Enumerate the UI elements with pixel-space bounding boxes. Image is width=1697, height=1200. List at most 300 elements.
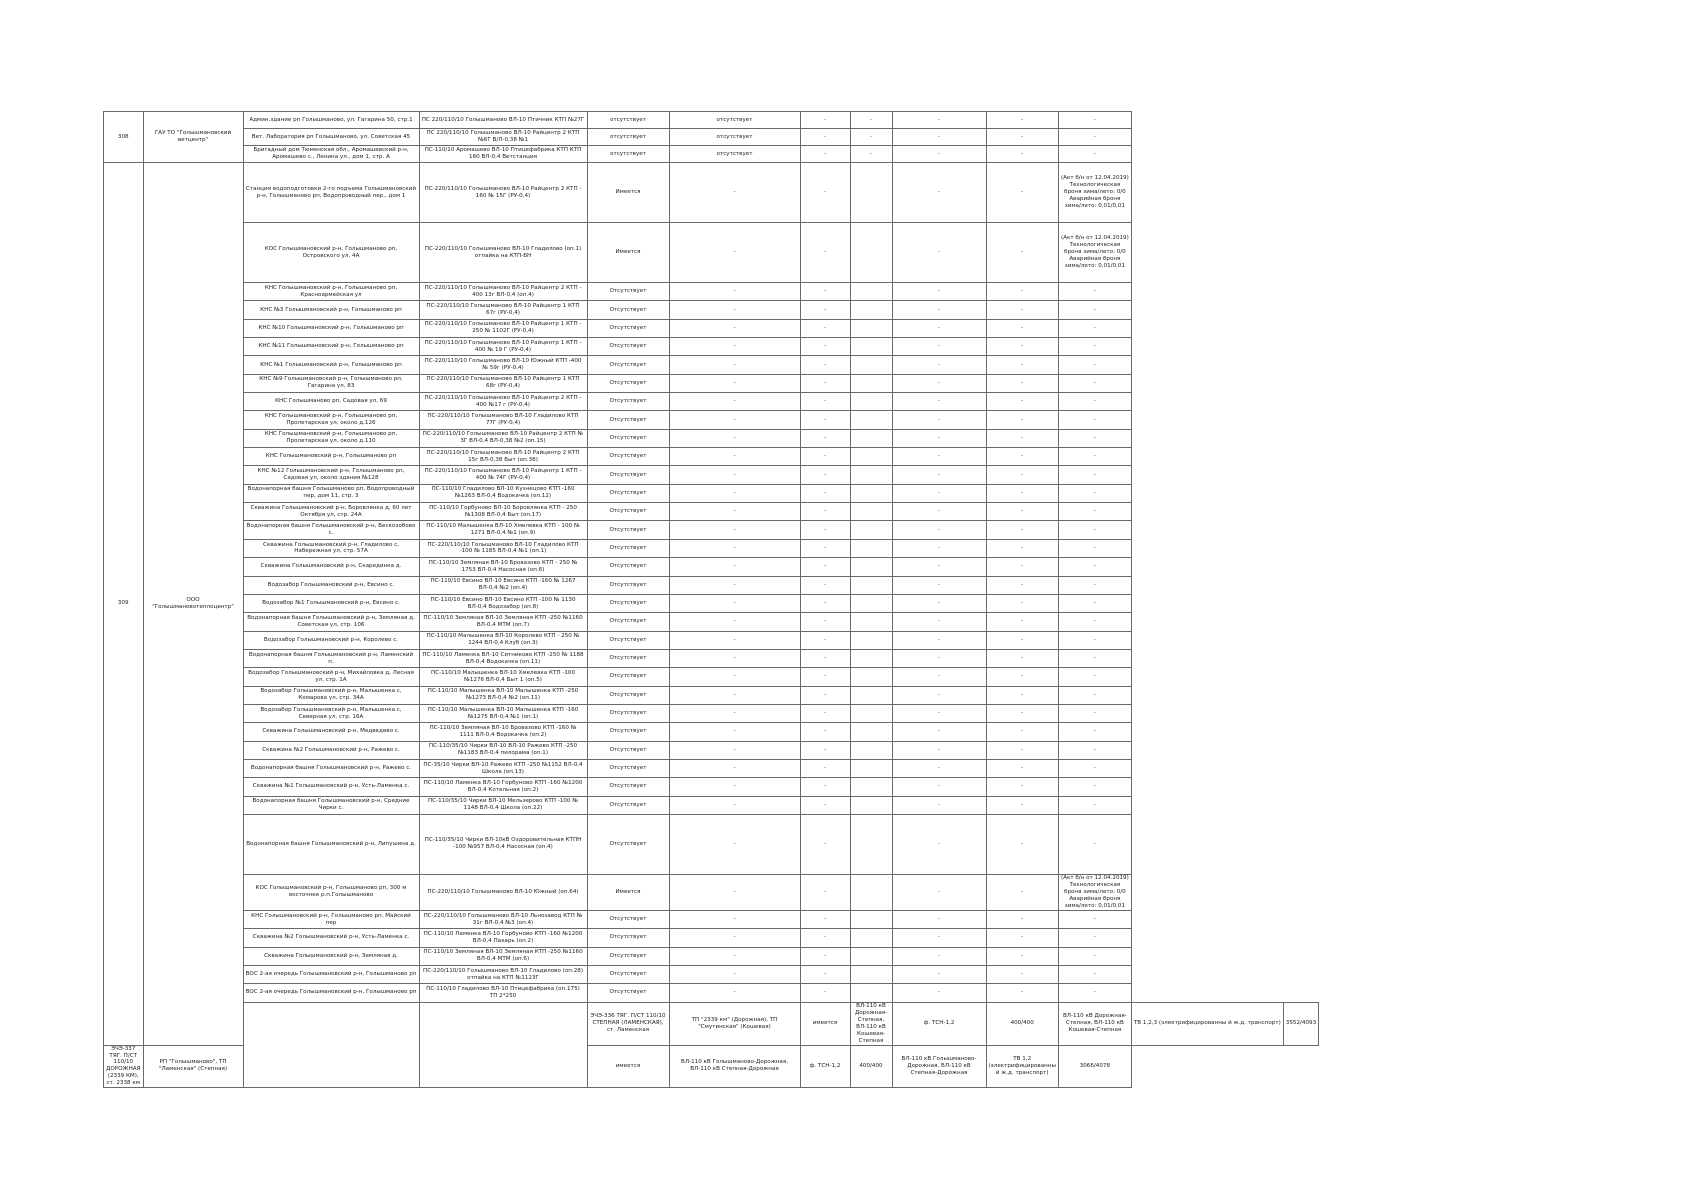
capacity — [850, 301, 892, 319]
backup-lines: - — [892, 301, 986, 319]
reserve-lines: - — [669, 521, 800, 539]
power-source: ПС-110/10 Малышенка ВЛ-10 Малышенка КТП -160 №1275 ВЛ-0,4 №1 (оп.1) — [419, 704, 587, 722]
availability: Отсутствует — [587, 558, 669, 576]
backup-lines: - — [892, 947, 986, 965]
power-source: ТП "2339 км" (Дорожная), ТП "Смутинская" (Кошевая) — [669, 1002, 800, 1045]
load-value: - — [1058, 929, 1131, 947]
reserve-lines: - — [669, 631, 800, 649]
capacity — [850, 704, 892, 722]
availability: имеется — [800, 1002, 850, 1045]
row-number — [243, 1002, 419, 1088]
reserve-lines: - — [669, 301, 800, 319]
feeder: - — [800, 778, 850, 796]
consumer-category: - — [986, 910, 1058, 928]
load-value: - — [1058, 503, 1131, 521]
consumer-category: - — [986, 984, 1058, 1002]
capacity — [850, 484, 892, 502]
feeder: - — [800, 356, 850, 374]
table-row — [104, 223, 1319, 283]
object-address: Водозабор Голышмановский р-н, Михайловка д, Лесная ул, стр. 1А — [243, 668, 419, 686]
backup-lines: - — [892, 965, 986, 983]
capacity — [850, 686, 892, 704]
consumer-category: - — [986, 631, 1058, 649]
power-source: ПС-110/10 Ламенка ВЛ-10 Горбуново КТП -160 №1200 ВЛ-0,4 Котельная (оп.2) — [419, 778, 587, 796]
availability: Отсутствует — [587, 649, 669, 667]
availability: Отсутствует — [587, 814, 669, 874]
power-source: ПС-110/10 Малышенка ВЛ-10 Королево КТП - 250 № 1244 ВЛ-0,4 Клуб (оп.3) — [419, 631, 587, 649]
capacity — [850, 374, 892, 392]
table-row — [104, 649, 1319, 667]
object-address: Водозабор Голышмановский р-н, Малышенка с, Комарова ул, стр. 34А — [243, 686, 419, 704]
backup-lines: - — [892, 393, 986, 411]
load-value: 3552/4093 — [1283, 1002, 1318, 1045]
feeder: - — [800, 521, 850, 539]
object-address: Скважина Голышмановский р-н, Медведево с. — [243, 723, 419, 741]
table-row — [104, 796, 1319, 814]
table-row — [104, 393, 1319, 411]
load-value: - — [1058, 686, 1131, 704]
backup-lines: - — [892, 129, 986, 146]
load-value: - — [1058, 631, 1131, 649]
consumer-category: - — [986, 466, 1058, 484]
feeder: - — [800, 301, 850, 319]
table-row — [104, 319, 1319, 337]
availability: имеется — [587, 1045, 669, 1088]
capacity — [850, 984, 892, 1002]
object-address: КНС Голышмановский р-н, Голышманово рп, Пролетарская ул, около д.110 — [243, 429, 419, 447]
capacity — [850, 668, 892, 686]
power-source: ПС-110/10 Ламенка ВЛ-10 Ситниково КТП -250 № 1188 ВЛ-0,4 Водокачка (оп.11) — [419, 649, 587, 667]
consumer-category: - — [986, 759, 1058, 777]
load-value: - — [1058, 558, 1131, 576]
object-address: Водонапорная башня Голышмановский р-н, Бескозобово с. — [243, 521, 419, 539]
table-row — [104, 723, 1319, 741]
reserve-lines: отсутствует — [669, 129, 800, 146]
reserve-lines: ВЛ-110 кВ Дорожная-Степная, ВЛ-110 кВ Кошевая-Степная — [850, 1002, 892, 1045]
power-source: ПС-220/110/10 Голышманово ВЛ-10 Райцентр 1 КТП - 400 № 19 Г (РУ-0,4) — [419, 338, 587, 356]
reserve-lines: - — [669, 539, 800, 557]
availability: Отсутствует — [587, 301, 669, 319]
table-row — [104, 374, 1319, 392]
backup-lines: - — [892, 613, 986, 631]
backup-lines: - — [892, 338, 986, 356]
capacity — [850, 594, 892, 612]
reserve-lines: - — [669, 668, 800, 686]
reserve-lines: - — [669, 814, 800, 874]
load-value: - — [1058, 965, 1131, 983]
feeder: - — [800, 965, 850, 983]
power-source: ПС-35/10 Чирки ВЛ-10 Ражево КТП -250 №1152 ВЛ-0,4 Школа (оп.13) — [419, 759, 587, 777]
availability: Имеется — [587, 223, 669, 283]
power-source: ПС-220/110/10 Голышманово ВЛ-10 Южный (оп.64) — [419, 874, 587, 910]
power-source: ПС-110/10 Евсино ВЛ-10 Евсино КТП -100 № 1130 ВЛ-0,4 Водозабор (оп.8) — [419, 594, 587, 612]
backup-lines: - — [892, 814, 986, 874]
power-source: ПС-110/10 Земляная ВЛ-10 Земляная КТП -250 №1160 ВЛ-0,4 МТМ (оп.6) — [419, 947, 587, 965]
capacity — [850, 741, 892, 759]
capacity: 400/400 — [850, 1045, 892, 1088]
feeder: - — [800, 163, 850, 223]
capacity — [850, 558, 892, 576]
reserve-lines: - — [669, 929, 800, 947]
availability: Отсутствует — [587, 503, 669, 521]
consumer-category: - — [986, 484, 1058, 502]
reserve-lines: - — [669, 723, 800, 741]
load-value: - — [1058, 393, 1131, 411]
availability: Отсутствует — [587, 910, 669, 928]
availability: Отсутствует — [587, 393, 669, 411]
table-row — [104, 874, 1319, 910]
backup-lines: - — [892, 631, 986, 649]
consumer-category: - — [986, 411, 1058, 429]
consumer-category: - — [986, 649, 1058, 667]
object-address: Скважина Голышмановский р-н, Скарединка д. — [243, 558, 419, 576]
table-row — [104, 778, 1319, 796]
feeder: - — [800, 631, 850, 649]
feeder: - — [800, 448, 850, 466]
feeder: - — [800, 393, 850, 411]
object-address: КНС Голышманово рп, Садовая ул, 69 — [243, 393, 419, 411]
table-row — [104, 356, 1319, 374]
table-row — [104, 129, 1319, 146]
reserve-lines: - — [669, 910, 800, 928]
feeder: - — [800, 411, 850, 429]
load-value: - — [1058, 283, 1131, 301]
availability: Отсутствует — [587, 319, 669, 337]
object-address: Скважина Голышмановский р-н, Гладилово с, Набережная ул, стр. 57А — [243, 539, 419, 557]
object-address: Водозабор №1 Голышмановский р-н, Евсино с. — [243, 594, 419, 612]
capacity — [850, 910, 892, 928]
object-address: КОС Голышмановский р-н, Голышманово рп, 300 м восточнее р.п.Голышманово — [243, 874, 419, 910]
capacity — [850, 466, 892, 484]
object-address: Водонапорная башня Голышмановский р-н, Ламенский п. — [243, 649, 419, 667]
feeder: - — [800, 129, 850, 146]
reserve-lines: - — [669, 778, 800, 796]
feeder: - — [800, 223, 850, 283]
capacity — [850, 429, 892, 447]
consumer-category: - — [986, 301, 1058, 319]
reserve-lines: - — [669, 429, 800, 447]
feeder: - — [800, 466, 850, 484]
consumer-category: - — [986, 814, 1058, 874]
feeder: - — [800, 338, 850, 356]
consumer-category: - — [986, 965, 1058, 983]
table-row — [104, 539, 1319, 557]
power-source: ПС-220/110/10 Голышманово ВЛ-10 Южный КТП -400 № 59г (РУ-0,4) — [419, 356, 587, 374]
power-source: ПС-220/110/10 Голышманово ВЛ-10 Райцентр 1 КТП - 250 № 1102Г (РУ-0,4) — [419, 319, 587, 337]
object-address: КНС Голышмановский р-н, Голышманово рп, Красноармейская ул — [243, 283, 419, 301]
capacity — [850, 319, 892, 337]
object-address: КНС №11 Голышмановский р-н, Голышманово рп — [243, 338, 419, 356]
backup-lines: - — [892, 319, 986, 337]
consumer-category: - — [986, 521, 1058, 539]
power-source: ПС-110/35/10 Чирки ВЛ-10 Мельзерово КТП -100 № 1148 ВЛ-0,4 Школа (оп.22) — [419, 796, 587, 814]
availability: отсутствует — [587, 129, 669, 146]
backup-lines: - — [892, 796, 986, 814]
table-row — [104, 429, 1319, 447]
power-source: ПС-110/10 Евсино ВЛ-10 Евсино КТП -160 № 1267 ВЛ-0,4 №2 (оп.4) — [419, 576, 587, 594]
consumer-category: - — [986, 429, 1058, 447]
backup-lines: - — [892, 146, 986, 163]
object-address: Водонапорная башня Голышмановский р-н, Липушина д. — [243, 814, 419, 874]
consumer-category: - — [986, 448, 1058, 466]
reserve-lines: - — [669, 163, 800, 223]
backup-lines: - — [892, 874, 986, 910]
capacity — [850, 874, 892, 910]
object-address: КОС Голышмановский р-н, Голышманово рп, Островского ул, 4А — [243, 223, 419, 283]
load-value: - — [1058, 594, 1131, 612]
organization — [419, 1002, 587, 1088]
consumer-category: - — [986, 338, 1058, 356]
table-row — [104, 112, 1319, 129]
capacity — [850, 613, 892, 631]
consumer-category: - — [986, 393, 1058, 411]
load-value: (Акт б/н от 12.04.2019) Технологическая броня зима/лето: 0/0 Аварийная броня зима/лето: 0,01/0,01 — [1058, 223, 1131, 283]
consumer-category: - — [986, 319, 1058, 337]
power-source: ПС-110/10 Малышенка ВЛ-10 Хмелевка КТП - 100 № 1271 ВЛ-0,4 №1 (оп.9) — [419, 521, 587, 539]
backup-lines: ВЛ-110 кВ Голышманово-Дорожная, ВЛ-110 кВ Степная-Дорожная — [892, 1045, 986, 1088]
reserve-lines: - — [669, 374, 800, 392]
object-address: Скважина №2 Голышмановский р-н, Ражево с. — [243, 741, 419, 759]
backup-lines: - — [892, 723, 986, 741]
load-value: - — [1058, 668, 1131, 686]
consumer-category: - — [986, 704, 1058, 722]
capacity — [850, 223, 892, 283]
backup-lines: - — [892, 649, 986, 667]
backup-lines: - — [892, 704, 986, 722]
row-number: 309 — [104, 163, 144, 1046]
feeder: - — [800, 429, 850, 447]
availability: отсутствует — [587, 146, 669, 163]
availability: Отсутствует — [587, 668, 669, 686]
power-source: ПС-110/10 Ламенка ВЛ-10 Горбуново КТП -160 №1200 ВЛ-0,4 Пахарь (оп.2) — [419, 929, 587, 947]
power-source: ПС-110/10 Малышенка ВЛ-10 Хмелевка КТП -100 №1276 ВЛ-0,4 Быт 1 (оп.5) — [419, 668, 587, 686]
consumer-category: - — [986, 112, 1058, 129]
capacity — [850, 723, 892, 741]
capacity — [850, 283, 892, 301]
table-row — [104, 503, 1319, 521]
load-value: - — [1058, 649, 1131, 667]
object-address: Водозабор Голышмановский р-н, Королево с. — [243, 631, 419, 649]
backup-lines: - — [892, 778, 986, 796]
reserve-lines: - — [669, 503, 800, 521]
capacity — [850, 947, 892, 965]
load-value: - — [1058, 814, 1131, 874]
feeder: - — [800, 594, 850, 612]
table-row — [104, 965, 1319, 983]
capacity — [850, 411, 892, 429]
row-number: 308 — [104, 112, 144, 163]
reserve-lines: - — [669, 576, 800, 594]
reserve-lines: - — [669, 448, 800, 466]
availability: Отсутствует — [587, 741, 669, 759]
availability: Отсутствует — [587, 594, 669, 612]
availability: Отсутствует — [587, 929, 669, 947]
power-source: ПС-110/10 Земляная ВЛ-10 Земляная КТП -250 №1160 ВЛ-0,4 МТМ (оп.7) — [419, 613, 587, 631]
power-source: ПС-110/10 Малышенка ВЛ-10 Малышенка КТП -250 №1273 ВЛ-0,4 №2 (оп.11) — [419, 686, 587, 704]
load-value: - — [1058, 759, 1131, 777]
capacity — [850, 814, 892, 874]
consumer-category: - — [986, 778, 1058, 796]
backup-lines: - — [892, 929, 986, 947]
load-value: - — [1058, 374, 1131, 392]
object-address: Водонапорная башня Голышманово рп, Водопроводный пер, дом 11, стр. 3 — [243, 484, 419, 502]
table-row — [104, 759, 1319, 777]
availability: Отсутствует — [587, 723, 669, 741]
capacity — [850, 539, 892, 557]
object-address: КНС №10 Голышмановский р-н, Голышманово рп — [243, 319, 419, 337]
capacity — [850, 448, 892, 466]
object-address: ЭЧЭ-337 ТЯГ. П/СТ 110/10 ДОРОЖНАЯ (2339 КМ), ст. 2338 км — [104, 1045, 144, 1088]
table-row — [104, 558, 1319, 576]
load-value: (Акт б/н от 12.04.2019) Технологическая броня зима/лето: 0/0 Аварийная броня зима/лето: 0,01/0,01 — [1058, 163, 1131, 223]
feeder: - — [800, 283, 850, 301]
object-address: КНС №3 Голышмановский р-н, Голышманово рп — [243, 301, 419, 319]
availability: Имеется — [587, 163, 669, 223]
load-value: - — [1058, 319, 1131, 337]
object-address: Водозабор Голышмановский р-н, Малышенка с, Северная ул, стр. 16А — [243, 704, 419, 722]
load-value: - — [1058, 741, 1131, 759]
backup-lines: ВЛ-110 кВ Дорожная-Степная, ВЛ-110 кВ Кошевая-Степная — [1058, 1002, 1131, 1045]
feeder: - — [800, 146, 850, 163]
power-source: ПС-110/10 Земляная ВЛ-10 Бровазово КТП - 250 № 1753 ВЛ-0,4 Насосная (оп.6) — [419, 558, 587, 576]
load-value: - — [1058, 539, 1131, 557]
power-source: ПС-220/110/10 Голышманово ВЛ-10 Гладилово КТП -100 № 1185 ВЛ-0,4 №1 (оп.1) — [419, 539, 587, 557]
object-address: ЭЧЭ-336 ТЯГ. П/СТ 110/10 СТЕПНАЯ (ЛАМЕНСКАЯ), ст. Ламенская — [587, 1002, 669, 1045]
load-value: - — [1058, 146, 1131, 163]
load-value: - — [1058, 466, 1131, 484]
capacity — [850, 965, 892, 983]
power-source: ПС-220/110/10 Голышманово ВЛ-10 Льнозавод КТП № 31г ВЛ-0,4 №3 (оп.4) — [419, 910, 587, 928]
power-source: ПС-110/10 Горбуново ВЛ-10 Боровлянка КТП - 250 №1308 ВЛ-0,4 Быт (оп.17) — [419, 503, 587, 521]
capacity — [850, 163, 892, 223]
capacity — [850, 338, 892, 356]
reserve-lines: - — [669, 704, 800, 722]
backup-lines: - — [892, 759, 986, 777]
backup-lines: - — [892, 521, 986, 539]
object-address: Водонапорная башня Голышмановский р-н, Ражево с. — [243, 759, 419, 777]
table-row — [104, 411, 1319, 429]
object-address: КНС №12 Голышмановский р-н, Голышманово рп, Садовая ул, около здания №128 — [243, 466, 419, 484]
consumer-category: - — [986, 723, 1058, 741]
feeder: - — [800, 910, 850, 928]
power-source: ПС-110/10 Земляная ВЛ-10 Бровазово КТП -160 № 1111 ВЛ-0,4 Водокачка (оп.2) — [419, 723, 587, 741]
table-row — [104, 741, 1319, 759]
table-row — [104, 947, 1319, 965]
object-address: КНС Голышмановский р-н, Голышманово рп — [243, 448, 419, 466]
consumer-category: ТВ 1,2 (электрифицированны й ж.д. транспорт) — [986, 1045, 1058, 1088]
feeder: - — [800, 649, 850, 667]
availability: Отсутствует — [587, 947, 669, 965]
availability: Отсутствует — [587, 796, 669, 814]
reserve-lines: - — [669, 759, 800, 777]
object-address: Скважина Голышмановский р-н, Боровлянка д, 60 лет Октября ул, стр. 24А — [243, 503, 419, 521]
backup-lines: - — [892, 686, 986, 704]
reserve-lines: - — [669, 338, 800, 356]
availability: Отсутствует — [587, 411, 669, 429]
backup-lines: - — [892, 594, 986, 612]
backup-lines: - — [892, 374, 986, 392]
backup-lines: - — [892, 668, 986, 686]
consumer-category: - — [986, 668, 1058, 686]
availability: Отсутствует — [587, 576, 669, 594]
consumer-category: - — [986, 374, 1058, 392]
power-source: ПС-220/110/10 Голышманово ВЛ-10 Райцентр 2 КТП - 400 №17 г (РУ-0,4) — [419, 393, 587, 411]
availability: Отсутствует — [587, 484, 669, 502]
table-row — [104, 929, 1319, 947]
backup-lines: - — [892, 539, 986, 557]
object-address: Скважина №1 Голышмановский р-н, Усть-Ламенка с. — [243, 778, 419, 796]
load-value: - — [1058, 910, 1131, 928]
feeder: - — [800, 796, 850, 814]
object-address: Станция водоподготовки 2-го подъема Голышмановский р-н, Голышманово рп, Водопроводный пер., дом 1 — [243, 163, 419, 223]
capacity — [850, 393, 892, 411]
availability: Отсутствует — [587, 356, 669, 374]
table-row — [104, 910, 1319, 928]
table-row — [104, 146, 1319, 163]
reserve-lines: - — [669, 223, 800, 283]
consumer-category: - — [986, 539, 1058, 557]
capacity — [850, 631, 892, 649]
power-source: ПС-220/110/10 Голышманово ВЛ-10 Райцентр 1 КТП 67г (РУ-0,4) — [419, 301, 587, 319]
feeder: - — [800, 759, 850, 777]
table-row — [104, 283, 1319, 301]
feeder: - — [800, 374, 850, 392]
reserve-lines: - — [669, 283, 800, 301]
power-source: ПС-220/110/10 Голышманово ВЛ-10 Райцентр 1 КТП - 400 № 74Г (РУ-0,4) — [419, 466, 587, 484]
load-value: - — [1058, 613, 1131, 631]
load-value: 3066/4078 — [1058, 1045, 1131, 1088]
backup-lines: - — [892, 741, 986, 759]
consumer-category: - — [986, 796, 1058, 814]
reserve-lines: - — [669, 558, 800, 576]
backup-lines: - — [892, 503, 986, 521]
backup-lines: - — [892, 163, 986, 223]
reserve-lines: - — [669, 484, 800, 502]
feeder: - — [800, 814, 850, 874]
reserve-lines: - — [669, 796, 800, 814]
reserve-lines: - — [669, 319, 800, 337]
backup-lines: - — [892, 466, 986, 484]
capacity — [850, 649, 892, 667]
load-value: (Акт б/н от 12.04.2019) Технологическая броня зима/лето: 0/0 Аварийная броня зима/лето: 0,01/0,01 — [1058, 874, 1131, 910]
load-value: - — [1058, 947, 1131, 965]
reserve-lines: - — [669, 393, 800, 411]
power-source: ПС-110/10 Гладилово ВЛ-10 Птицефабрика (оп.175) ТП 2*250 — [419, 984, 587, 1002]
load-value: - — [1058, 411, 1131, 429]
capacity — [850, 503, 892, 521]
power-source: ПС-220/110/10 Голышманово ВЛ-10 Райцентр 1 КТП 68г (РУ-0,4) — [419, 374, 587, 392]
load-value: - — [1058, 112, 1131, 129]
reserve-lines: - — [669, 649, 800, 667]
consumer-category: ТВ 1,2,3 (электрифицированны й ж.д. транспорт) — [1131, 1002, 1283, 1045]
reserve-lines: - — [669, 874, 800, 910]
load-value: - — [1058, 778, 1131, 796]
feeder: - — [800, 686, 850, 704]
object-address: Водонапорная башня Голышмановский р-н, Земляная д, Советская ул, стр. 106 — [243, 613, 419, 631]
feeder: ф. ТСН-1,2 — [892, 1002, 986, 1045]
capacity — [850, 759, 892, 777]
table-row — [104, 814, 1319, 874]
table-row — [104, 984, 1319, 1002]
load-value: - — [1058, 484, 1131, 502]
availability: Отсутствует — [587, 374, 669, 392]
backup-lines: - — [892, 484, 986, 502]
reserve-lines: отсутствует — [669, 112, 800, 129]
consumer-category: - — [986, 741, 1058, 759]
feeder: - — [800, 539, 850, 557]
power-source: ПС 220/110/10 Голышманово ВЛ-10 Райцентр 2 КТП №6Г В/Л-0,38 №1 — [419, 129, 587, 146]
load-value: - — [1058, 704, 1131, 722]
